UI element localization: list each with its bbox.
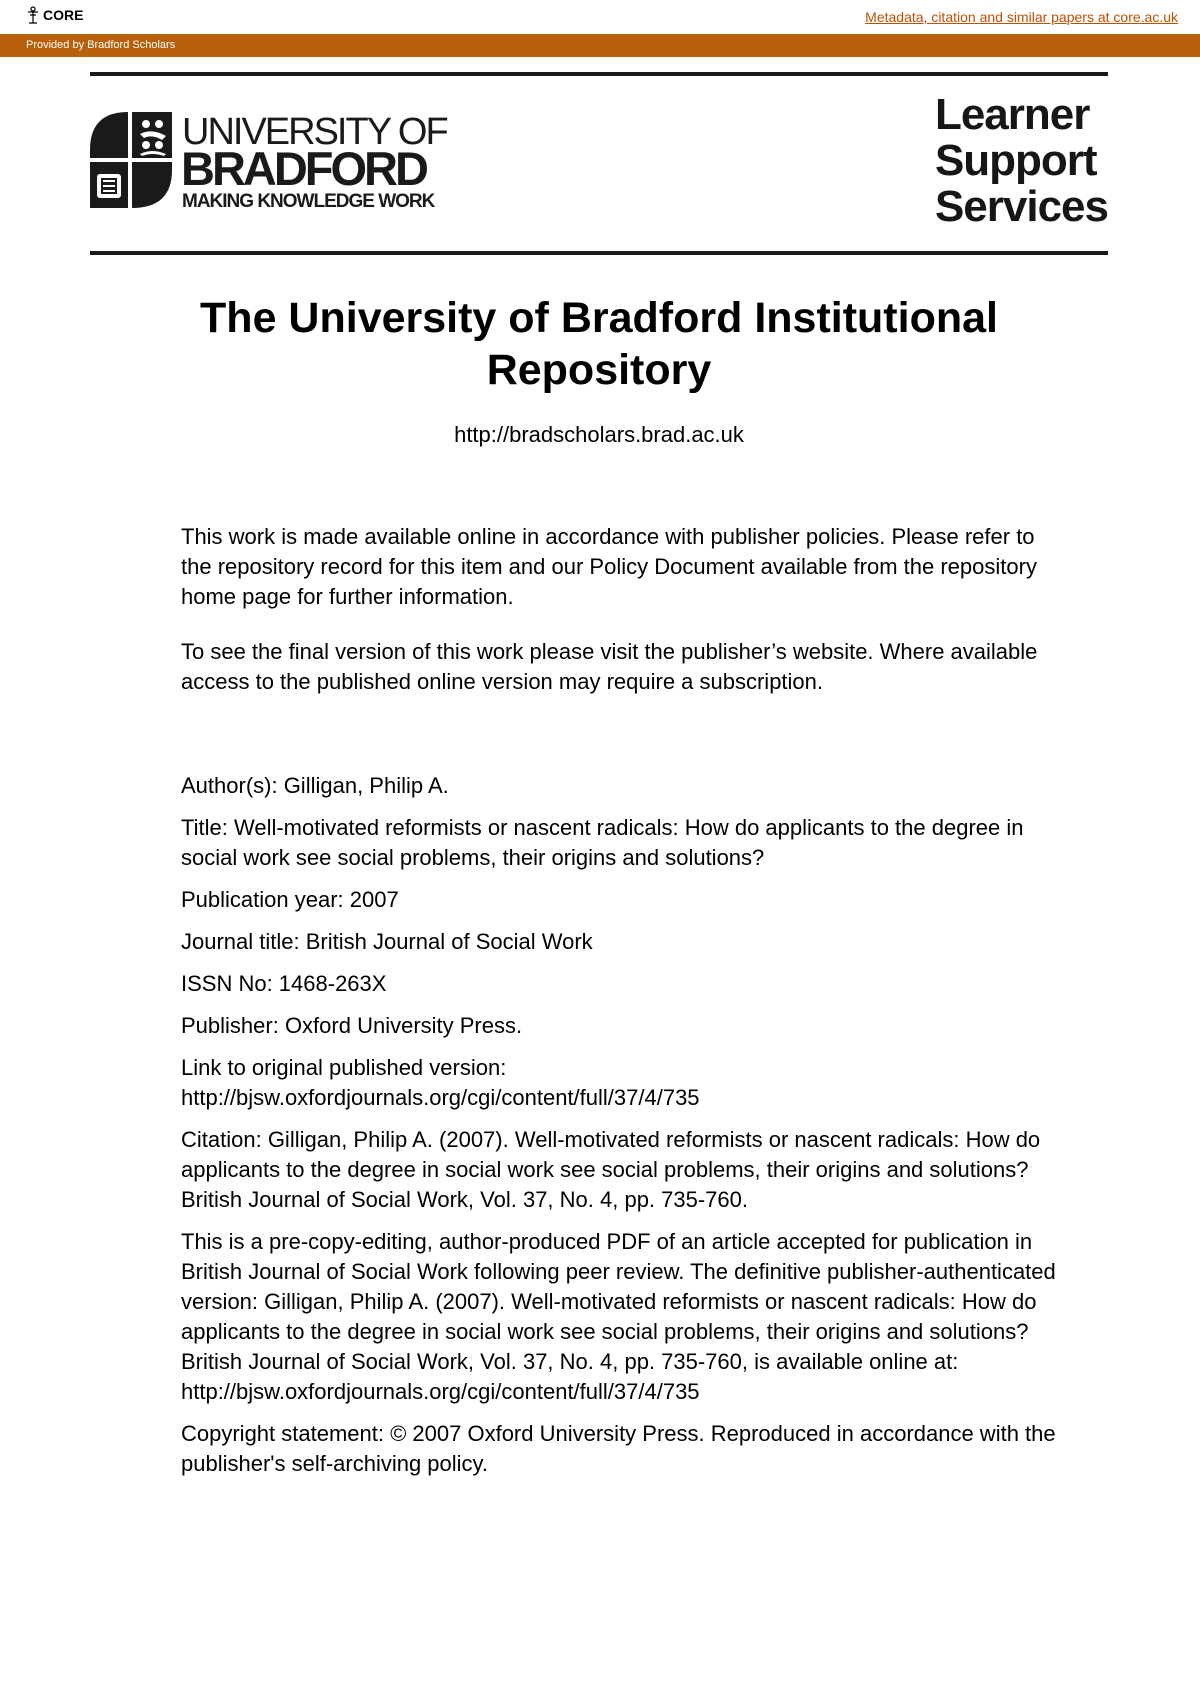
core-icon [26,6,40,24]
meta-link [181,1053,1061,1113]
meta-publication-year: Publication year: 2007 [181,887,399,912]
repository-title: The University of Bradford Institutional Repository [200,294,998,394]
header-bottom-rule [90,251,1108,255]
lss-line2: Support [934,136,1097,185]
logo-line1: UNIVERSITY OF [182,111,447,153]
repository-url[interactable]: http://bradscholars.brad.ac.uk [454,422,744,447]
meta-journal-title: Journal title: British Journal of Social Work [181,929,593,954]
meta-authors: Author(s): Gilligan, Philip A. [181,773,449,798]
meta-link-label: Link to original published version: [181,1055,507,1080]
item-metadata [181,771,1061,1491]
meta-citation: Citation: Gilligan, Philip A. (2007). Well-motivated reformists or nascent radicals: How do applicants to the degree in social work see social problems, their origins and solutions? British Journal of Social Work, Vol. 37, No. 4, pp. 735-760. [181,1127,1041,1212]
lss-line3: Services [934,182,1108,231]
university-of-bradford-logo [90,110,510,220]
meta-note: This is a pre-copy-editing, author-produced PDF of an article accepted for publication in British Journal of Social Work following peer review. The definitive publisher-authenticated version: Gilligan, Philip A. (2007). Well-motivated reformists or nascent radicals: How do applicants to the degree in social work see social problems, their origins and solutions? British Journal of Social Work, Vol. 37, No. 4, pp. 735-760, is available online at: http://bjsw.oxfordjournals.org/cgi/content/full/37/4/735 [181,1229,1056,1404]
intro-paragraph-2 [181,637,1061,697]
intro-text-1: This work is made available online in accordance with publisher policies. Please refer to the repository record for this item and our Policy Document available from the repository home page for further information. [181,524,1037,609]
meta-link-url[interactable]: http://bjsw.oxfordjournals.org/cgi/content/full/37/4/735 [181,1085,700,1110]
core-metadata-link[interactable]: Metadata, citation and similar papers at core.ac.uk [865,9,1178,25]
meta-issn: ISSN No: 1468-263X [181,971,387,996]
core-header [0,0,1200,34]
logo-line2: BRADFORD [181,142,426,195]
core-logo-text: CORE [43,7,84,23]
core-logo[interactable] [26,6,83,24]
provided-by-text: Provided by Bradford Scholars [26,39,176,51]
learner-support-services-logo [935,92,1108,230]
core-provided-bar [0,34,1200,57]
meta-copyright: Copyright statement: © 2007 Oxford University Press. Reproduced in accordance with the publisher's self-archiving policy. [181,1421,1056,1476]
bradford-crest-icon [90,112,172,208]
intro-text-2: To see the final version of this work please visit the publisher’s website. Where available access to the published online version may require a subscription. [181,639,1038,694]
header-top-rule [90,72,1108,76]
lss-line1: Learner [934,90,1090,139]
meta-publisher: Publisher: Oxford University Press. [181,1013,523,1038]
meta-title: Title: Well-motivated reformists or nascent radicals: How do applicants to the degree in social work see social problems, their origins and solutions? [181,815,1024,870]
intro-paragraph-1 [181,522,1061,612]
logo-tagline: MAKING KNOWLEDGE WORK [182,191,435,212]
